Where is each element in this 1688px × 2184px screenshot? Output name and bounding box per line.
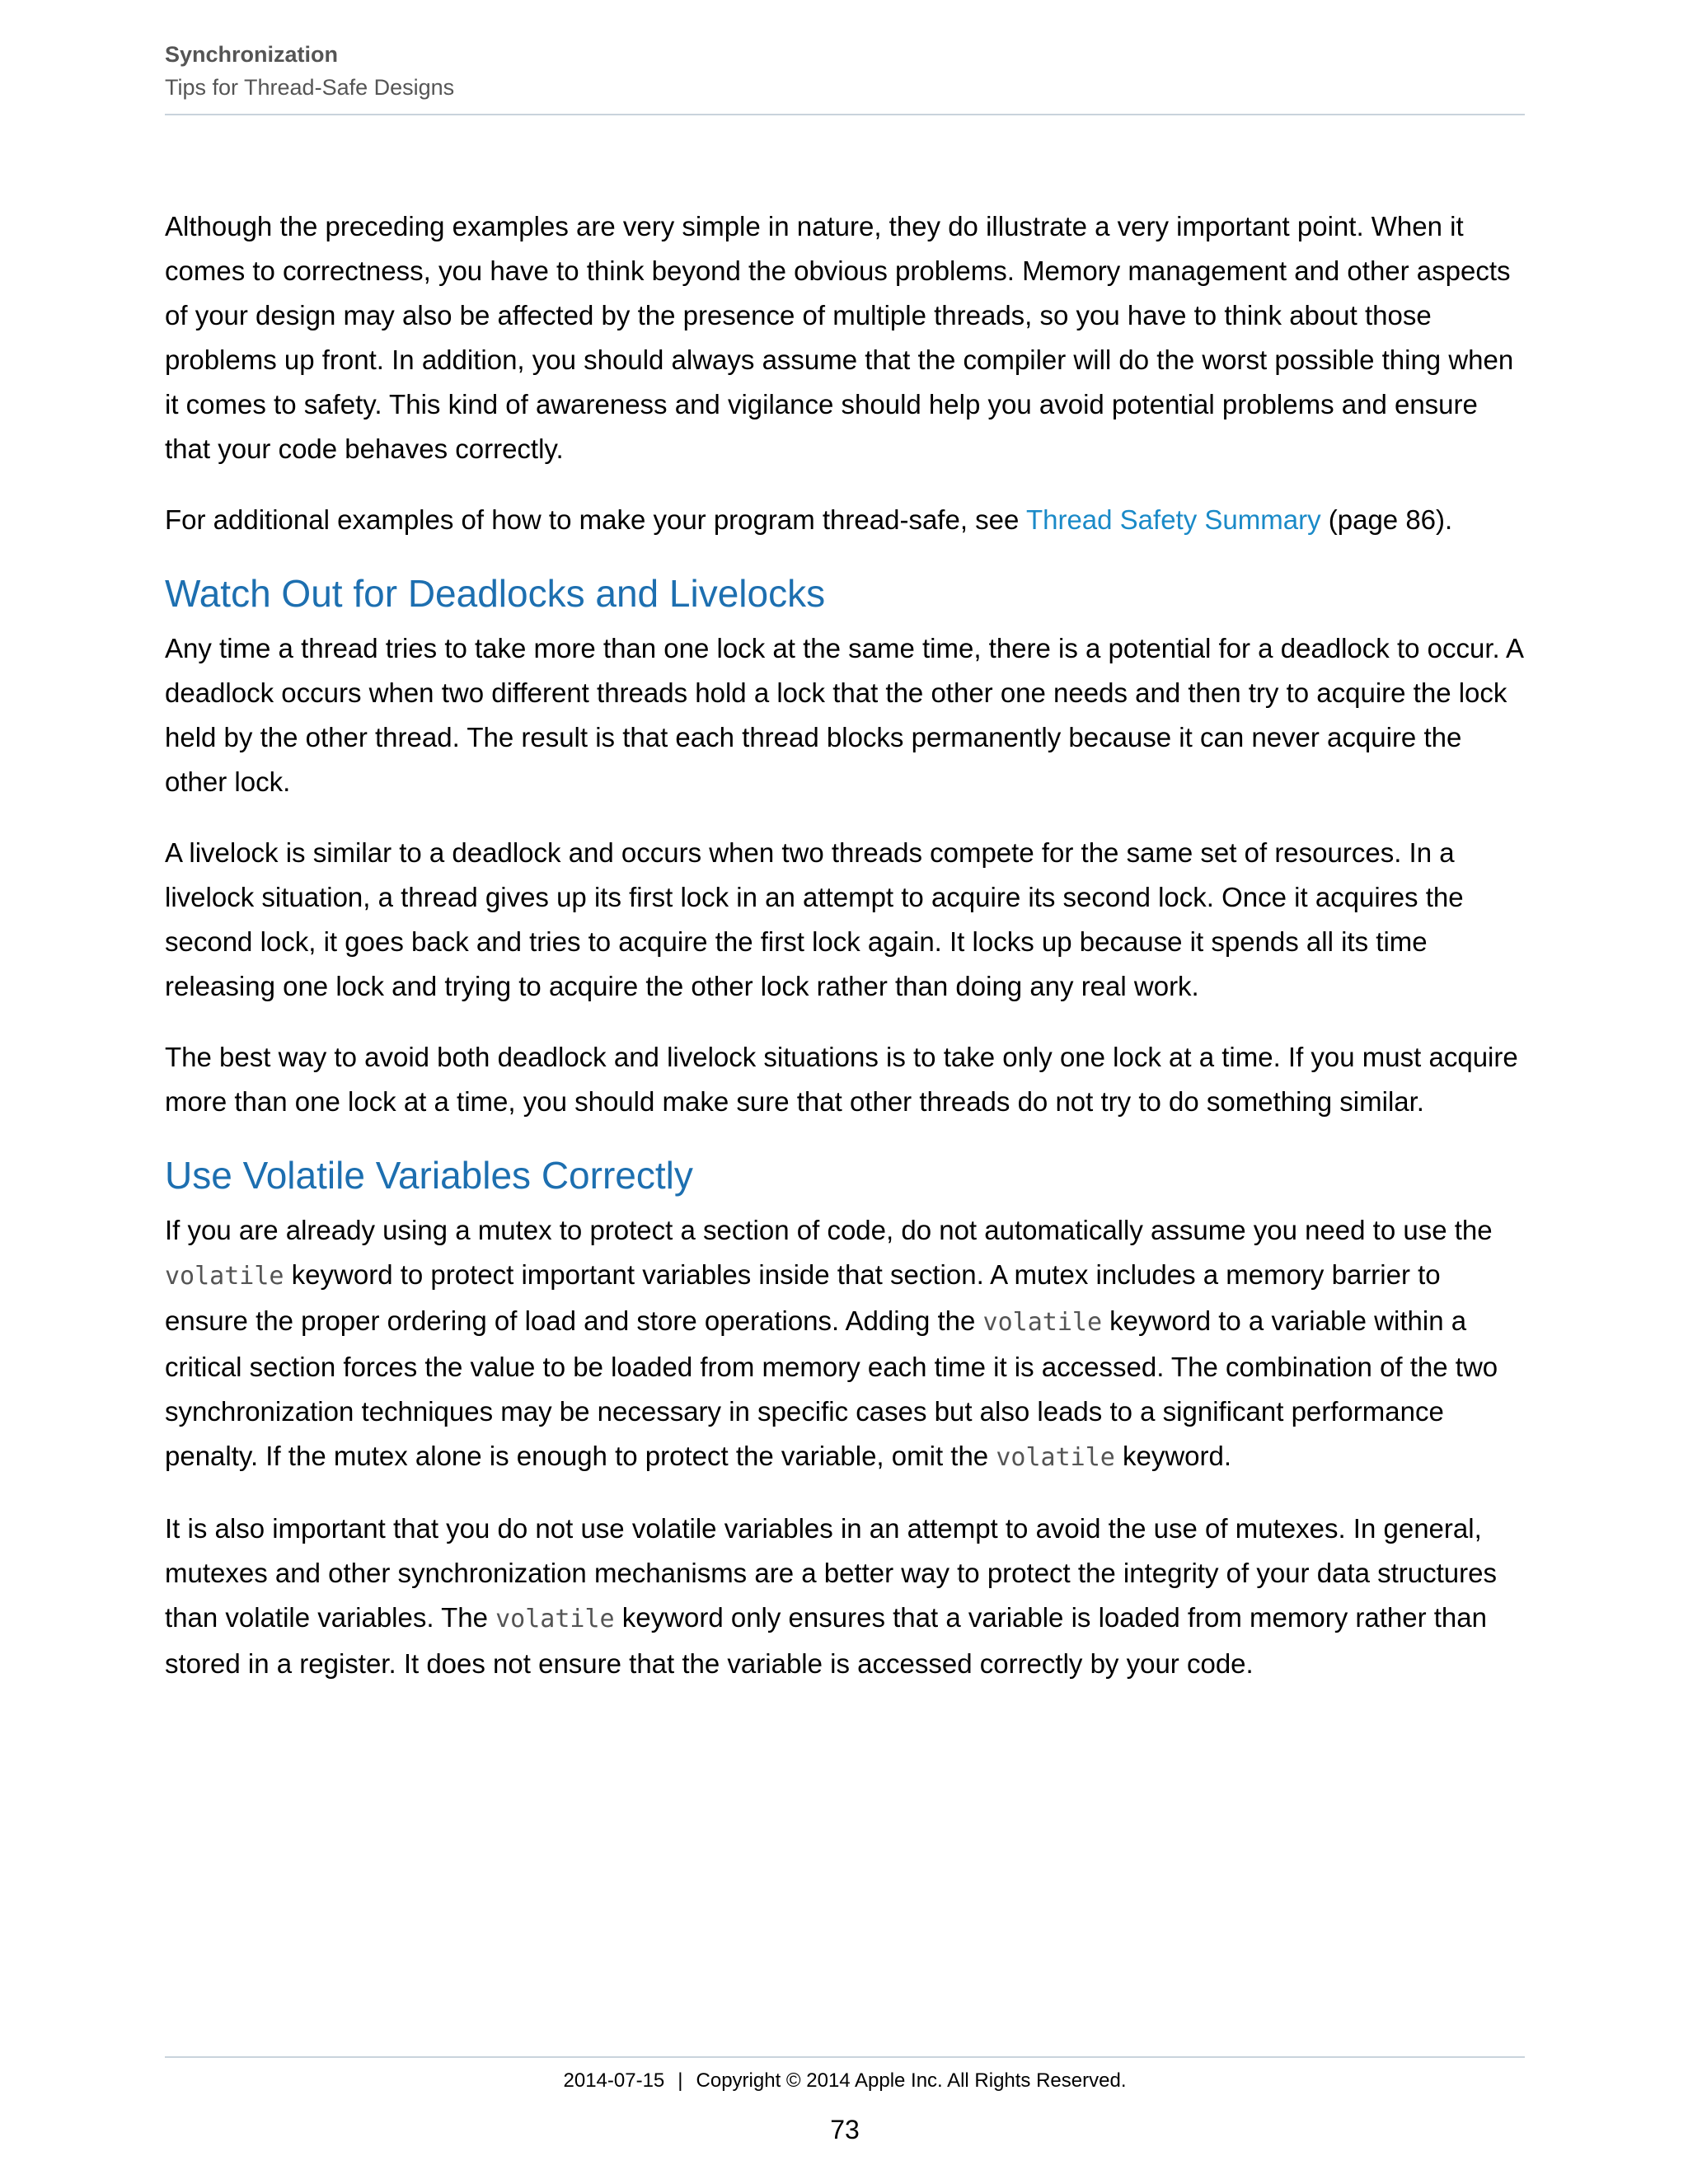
volatile-keyword: volatile xyxy=(982,1308,1103,1337)
thread-safety-summary-link[interactable]: Thread Safety Summary xyxy=(1025,504,1321,535)
chapter-title: Synchronization xyxy=(165,42,339,67)
volatile-paragraph-2-part-b: keyword only ensures that a variable is loaded from memory rather than stored in a register. It does not ensure that the variable is accessed correctly by your code. xyxy=(165,1602,1487,1679)
header-divider xyxy=(165,114,1525,115)
volatile-paragraph-2-part-a: It is also important that you do not use volatile variables in an attempt to avoid the use of mutexes. In general, mutexes and other synchronization mechanisms are a better way to protect the integrity of your data structures than volatile variables. The xyxy=(165,1513,1497,1633)
footer-date: 2014-07-15 xyxy=(563,2069,665,2092)
page-footer xyxy=(165,2067,1525,2095)
intro-paragraph-2-text-before: For additional examples of how to make your program thread-safe, see xyxy=(165,504,1026,535)
volatile-paragraph-1 xyxy=(165,1208,1525,1480)
intro-paragraph-2 xyxy=(165,498,1525,542)
volatile-paragraph-1-part-d: keyword. xyxy=(1114,1441,1232,1471)
volatile-paragraph-1-part-c: keyword to a variable within a critical section forces the value to be loaded from memory each time it is accessed. The combination of the two synchronization techniques may be necessary in specific cases but also leads to a significant performance penalty. If the mutex alone is enough to protect the variable, omit the xyxy=(165,1305,1498,1471)
deadlocks-heading: Watch Out for Deadlocks and Livelocks xyxy=(165,572,826,615)
volatile-keyword: volatile xyxy=(165,1262,284,1291)
deadlocks-paragraph-1: Any time a thread tries to take more than one lock at the same time, there is a potential for a deadlock to occur. A deadlock occurs when two different threads hold a lock that the other one needs and then try to acquire the lock held by the other thread. The result is that each thread blocks permanently because it can never acquire the other lock. xyxy=(165,633,1523,797)
deadlocks-paragraph-3: The best way to avoid both deadlock and livelock situations is to take only one lock at a time. If you must acquire more than one lock at a time, you should make sure that other threads do not try to do something similar. xyxy=(165,1042,1518,1117)
running-header xyxy=(165,40,1525,102)
footer-separator: | xyxy=(678,2069,683,2092)
volatile-paragraph-2 xyxy=(165,1507,1525,1686)
volatile-paragraph-1-part-b: keyword to protect important variables inside that section. A mutex includes a memory barrier to ensure the proper ordering of load and store operations. Adding the xyxy=(165,1259,1441,1336)
volatile-keyword: volatile xyxy=(495,1605,615,1633)
intro-paragraph-2-text-after: (page 86). xyxy=(1320,504,1453,535)
footer-copyright: Copyright © 2014 Apple Inc. All Rights Reserved. xyxy=(696,2069,1127,2092)
volatile-keyword: volatile xyxy=(996,1443,1115,1472)
page-number: 73 xyxy=(830,2115,860,2144)
volatile-paragraph-1-part-a: If you are already using a mutex to protect a section of code, do not automatically assume you need to use the xyxy=(165,1215,1493,1245)
deadlocks-paragraph-2: A livelock is similar to a deadlock and occurs when two threads compete for the same set of resources. In a livelock situation, a thread gives up its first lock in an attempt to acquire its second lock. Once it acquires the second lock, it goes back and tries to acquire the first lock again. It locks up because it spends all its time releasing one lock and trying to acquire the other lock rather than doing any real work. xyxy=(165,837,1464,1001)
section-title: Tips for Thread-Safe Designs xyxy=(165,75,455,100)
document-page xyxy=(165,0,1525,2184)
page-content xyxy=(165,204,1525,1713)
volatile-heading: Use Volatile Variables Correctly xyxy=(165,1154,693,1197)
footer-divider xyxy=(165,2056,1525,2058)
intro-paragraph-1: Although the preceding examples are very simple in nature, they do illustrate a very important point. When it comes to correctness, you have to think beyond the obvious problems. Memory management and other aspects of your design may also be affected by the presence of multiple threads, so you have to think about those problems up front. In addition, you should always assume that the compiler will do the worst possible thing when it comes to safety. This kind of awareness and vigilance should help you avoid potential problems and ensure that your code behaves correctly. xyxy=(165,211,1514,464)
